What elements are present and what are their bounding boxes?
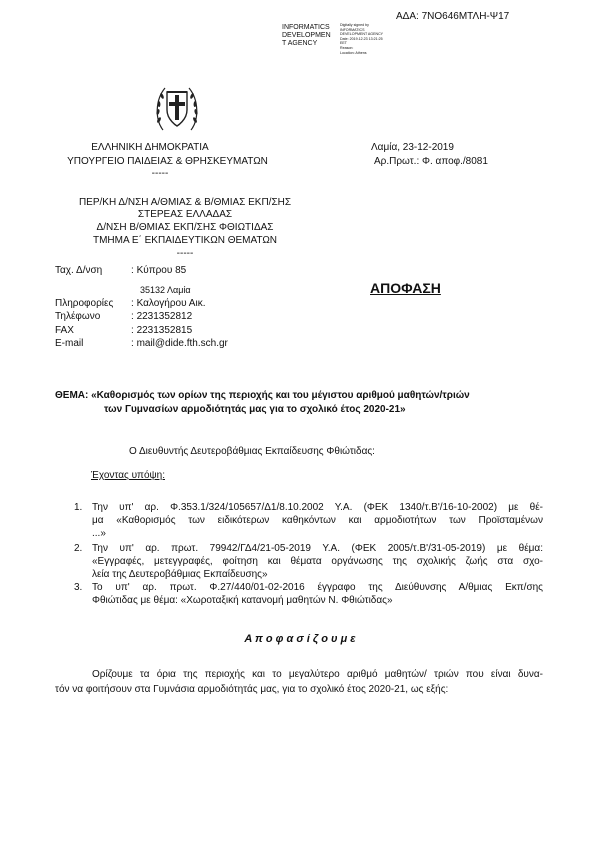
phone-value: : 2231352812 bbox=[131, 311, 192, 322]
signature-detail-line: DEVELOPMENT AGENCY bbox=[340, 32, 384, 37]
signature-detail-line: INFORMATICS bbox=[340, 27, 365, 32]
considering-heading: Έχοντας υπόψη: bbox=[91, 470, 165, 481]
list-item-line: «Εγγραφές, μετεγγραφές, φοίτηση και θέματα οργάνωσης της σχολικής ζωής στα σχο- bbox=[92, 556, 543, 567]
closing-line-1: Ορίζουμε τα όρια της περιοχής και το μεγαλύτερο αριθμό μαθητών/ τριών που είναι δυνα- bbox=[92, 669, 543, 680]
list-number: 3. bbox=[74, 582, 83, 593]
department-line-4: ΤΜΗΜΑ Ε΄ ΕΚΠΑΙΔΕΥΤΙΚΩΝ ΘΕΜΑΤΩΝ bbox=[92, 235, 278, 246]
department-line-2: ΣΤΕΡΕΑΣ ΕΛΛΑΔΑΣ bbox=[137, 209, 233, 220]
department-line-3: Δ/ΝΣΗ Β/ΘΜΙΑΣ ΕΚΠ/ΣΗΣ ΦΘΙΩΤΙΔΑΣ bbox=[96, 222, 274, 233]
director-line: Ο Διευθυντής Δευτεροβάθμιας Εκπαίδευσης Φθιώτιδας: bbox=[129, 446, 375, 457]
info-value: : Καλογήρου Αικ. bbox=[131, 298, 205, 309]
phone-label: Τηλέφωνο bbox=[55, 311, 101, 322]
email-value[interactable]: : mail@dide.fth.sch.gr bbox=[131, 338, 228, 349]
ada-code: ΑΔΑ: 7ΝΟ646ΜΤΛΗ-Ψ17 bbox=[396, 11, 510, 22]
list-number: 1. bbox=[74, 502, 83, 513]
signature-detail-line: Location: Athens bbox=[340, 50, 367, 55]
signature-detail-line: Reason: bbox=[340, 45, 354, 50]
signature-agency-name bbox=[282, 24, 340, 48]
postal-code: 35132 Λαμία bbox=[140, 285, 191, 295]
signature-detail-line: Digitally signed by bbox=[340, 23, 369, 27]
fax-value: : 2231352815 bbox=[131, 325, 192, 336]
document-date: Λαμία, 23-12-2019 bbox=[371, 142, 454, 153]
decision-title: ΑΠΟΦΑΣΗ bbox=[370, 280, 441, 296]
header-ministry: ΥΠΟΥΡΓΕΙΟ ΠΑΙΔΕΙΑΣ & ΘΡΗΣΚΕΥΜΑΤΩΝ bbox=[67, 156, 268, 167]
address-label: Ταχ. Δ/νση bbox=[55, 265, 103, 276]
list-number: 2. bbox=[74, 543, 83, 554]
closing-line-2: τόν να φοιτήσουν στα Γυμνάσια αρμοδιότητάς μας, για το σχολικό έτος 2020-21, ως εξής: bbox=[55, 684, 449, 695]
list-item-line: Την υπ' αρ. Φ.353.1/324/105657/Δ1/8.10.2002 Υ.Α. (ΦΕΚ 1340/τ.Β'/16-10-2002) με θέ- bbox=[92, 502, 543, 513]
header-separator: ----- bbox=[151, 168, 169, 179]
decide-heading: Α π ο φ α σ ί ζ ο υ μ ε bbox=[244, 633, 356, 645]
address-value: : Κύπρου 85 bbox=[131, 265, 186, 276]
signature-detail-line: Date: 2019.12.23 13:21:25 bbox=[340, 36, 383, 41]
signature-line: T AGENCY bbox=[282, 40, 318, 47]
department-line-1: ΠΕΡ/ΚΗ Δ/ΝΣΗ Α/ΘΜΙΑΣ & Β/ΘΜΙΑΣ ΕΚΠ/ΣΗΣ bbox=[78, 197, 292, 208]
subject-line-2: των Γυμνασίων αρμοδιότητάς μας για το σχολικό έτος 2020-21» bbox=[104, 404, 406, 415]
department-separator: ----- bbox=[176, 248, 194, 259]
list-item-line: μα «Καθορισμός των ειδικότερων καθηκόντων και αρμοδιοτήτων των Προϊσταμένων bbox=[92, 515, 543, 526]
email-label: E-mail bbox=[55, 338, 84, 349]
signature-line: INFORMATICS bbox=[282, 24, 330, 31]
list-item-line: Το υπ' αρ. πρωτ. Φ.27/440/01-02-2016 έγγραφο της Διεύθυνσης Α/θμιας Εκπ/σης bbox=[92, 582, 543, 593]
coat-of-arms-icon bbox=[153, 80, 201, 134]
list-item-line: λεία της Δευτεροβάθμιας Εκπαίδευσης» bbox=[92, 569, 268, 580]
signature-detail-line: EET bbox=[340, 41, 347, 46]
header-republic: ΕΛΛΗΝΙΚΗ ΔΗΜΟΚΡΑΤΙΑ bbox=[91, 142, 209, 153]
info-label: Πληροφορίες bbox=[55, 298, 114, 309]
list-item-line: Την υπ' αρ. πρωτ. 79942/ΓΔ4/21-05-2019 Υ.Α. (ΦΕΚ 2005/τ.Β'/31-05-2019) με θέμα: bbox=[92, 543, 543, 554]
list-item-line: Φθιώτιδας με θέμα: «Χωροταξική κατανομή μαθητών Ν. Φθιώτιδας» bbox=[92, 595, 393, 606]
fax-label: FAX bbox=[55, 325, 74, 336]
protocol-number: Αρ.Πρωτ.: Φ. αποφ./8081 bbox=[374, 156, 488, 167]
list-item-line: ...» bbox=[92, 528, 106, 539]
subject-line-1: ΘΕΜΑ: «Καθορισμός των ορίων της περιοχής και του μέγιστου αριθμού μαθητών/τριών bbox=[55, 390, 470, 401]
signature-line: DEVELOPMEN bbox=[282, 32, 331, 39]
signature-details bbox=[340, 23, 410, 55]
